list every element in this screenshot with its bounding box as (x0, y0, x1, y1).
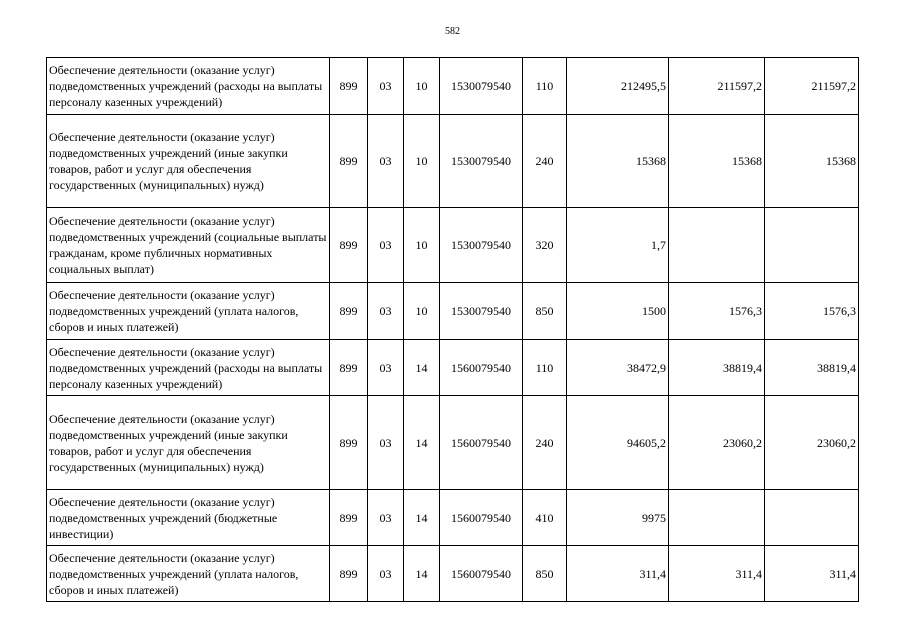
row-amount-2: 15368 (669, 115, 765, 208)
row-target-code: 1560079540 (440, 546, 523, 602)
row-kind-code: 110 (523, 340, 567, 396)
row-amount-2: 1576,3 (669, 283, 765, 340)
row-subsection-code: 10 (404, 208, 440, 283)
row-ministry-code: 899 (330, 115, 368, 208)
row-amount-3: 311,4 (765, 546, 859, 602)
table-row (47, 115, 859, 208)
row-target-code: 1530079540 (440, 115, 523, 208)
table-row (47, 546, 859, 602)
row-amount-2: 211597,2 (669, 58, 765, 115)
table-row (47, 340, 859, 396)
row-kind-code: 240 (523, 115, 567, 208)
row-subsection-code: 14 (404, 490, 440, 546)
row-kind-code: 850 (523, 546, 567, 602)
row-name: Обеспечение деятельности (оказание услуг) подведомственных учреждений (социальные выплаты гражданам, кроме публичных нормативных социальных выплат) (47, 208, 330, 283)
row-amount-3: 1576,3 (765, 283, 859, 340)
table-row (47, 283, 859, 340)
table-row (47, 490, 859, 546)
row-target-code: 1560079540 (440, 340, 523, 396)
row-name: Обеспечение деятельности (оказание услуг) подведомственных учреждений (иные закупки товаров, работ и услуг для обеспечения государственных (муниципальных) нужд) (47, 115, 330, 208)
row-amount-2 (669, 490, 765, 546)
row-section-code: 03 (368, 208, 404, 283)
row-section-code: 03 (368, 283, 404, 340)
row-target-code: 1530079540 (440, 283, 523, 340)
row-subsection-code: 14 (404, 396, 440, 490)
row-kind-code: 850 (523, 283, 567, 340)
row-name: Обеспечение деятельности (оказание услуг) подведомственных учреждений (расходы на выплаты персоналу казенных учреждений) (47, 340, 330, 396)
table-row (47, 396, 859, 490)
row-name: Обеспечение деятельности (оказание услуг) подведомственных учреждений (уплата налогов, сборов и иных платежей) (47, 283, 330, 340)
row-target-code: 1530079540 (440, 208, 523, 283)
row-ministry-code: 899 (330, 546, 368, 602)
row-name: Обеспечение деятельности (оказание услуг) подведомственных учреждений (расходы на выплаты персоналу казенных учреждений) (47, 58, 330, 115)
row-amount-3 (765, 208, 859, 283)
row-amount-2: 23060,2 (669, 396, 765, 490)
row-amount-3: 211597,2 (765, 58, 859, 115)
row-name: Обеспечение деятельности (оказание услуг) подведомственных учреждений (бюджетные инвестиции) (47, 490, 330, 546)
row-amount-3: 38819,4 (765, 340, 859, 396)
row-amount-1: 1500 (567, 283, 669, 340)
row-section-code: 03 (368, 546, 404, 602)
row-amount-3 (765, 490, 859, 546)
row-section-code: 03 (368, 115, 404, 208)
row-subsection-code: 10 (404, 283, 440, 340)
row-amount-1: 38472,9 (567, 340, 669, 396)
row-kind-code: 240 (523, 396, 567, 490)
row-section-code: 03 (368, 58, 404, 115)
row-ministry-code: 899 (330, 283, 368, 340)
row-target-code: 1560079540 (440, 396, 523, 490)
row-amount-2 (669, 208, 765, 283)
row-target-code: 1560079540 (440, 490, 523, 546)
row-target-code: 1530079540 (440, 58, 523, 115)
row-ministry-code: 899 (330, 490, 368, 546)
row-amount-3: 23060,2 (765, 396, 859, 490)
row-section-code: 03 (368, 396, 404, 490)
budget-table (46, 57, 859, 602)
row-name: Обеспечение деятельности (оказание услуг) подведомственных учреждений (иные закупки товаров, работ и услуг для обеспечения государственных (муниципальных) нужд) (47, 396, 330, 490)
row-name: Обеспечение деятельности (оказание услуг) подведомственных учреждений (уплата налогов, сборов и иных платежей) (47, 546, 330, 602)
row-kind-code: 110 (523, 58, 567, 115)
row-section-code: 03 (368, 490, 404, 546)
row-amount-2: 311,4 (669, 546, 765, 602)
row-ministry-code: 899 (330, 208, 368, 283)
row-ministry-code: 899 (330, 58, 368, 115)
row-amount-3: 15368 (765, 115, 859, 208)
row-subsection-code: 14 (404, 546, 440, 602)
row-amount-1: 15368 (567, 115, 669, 208)
row-amount-1: 212495,5 (567, 58, 669, 115)
table-row (47, 208, 859, 283)
row-subsection-code: 10 (404, 58, 440, 115)
row-kind-code: 320 (523, 208, 567, 283)
row-amount-1: 1,7 (567, 208, 669, 283)
table-row (47, 58, 859, 115)
row-amount-1: 311,4 (567, 546, 669, 602)
row-kind-code: 410 (523, 490, 567, 546)
row-subsection-code: 14 (404, 340, 440, 396)
page-number: 582 (445, 26, 460, 37)
row-section-code: 03 (368, 340, 404, 396)
row-amount-2: 38819,4 (669, 340, 765, 396)
row-ministry-code: 899 (330, 396, 368, 490)
row-amount-1: 94605,2 (567, 396, 669, 490)
row-amount-1: 9975 (567, 490, 669, 546)
row-subsection-code: 10 (404, 115, 440, 208)
row-ministry-code: 899 (330, 340, 368, 396)
